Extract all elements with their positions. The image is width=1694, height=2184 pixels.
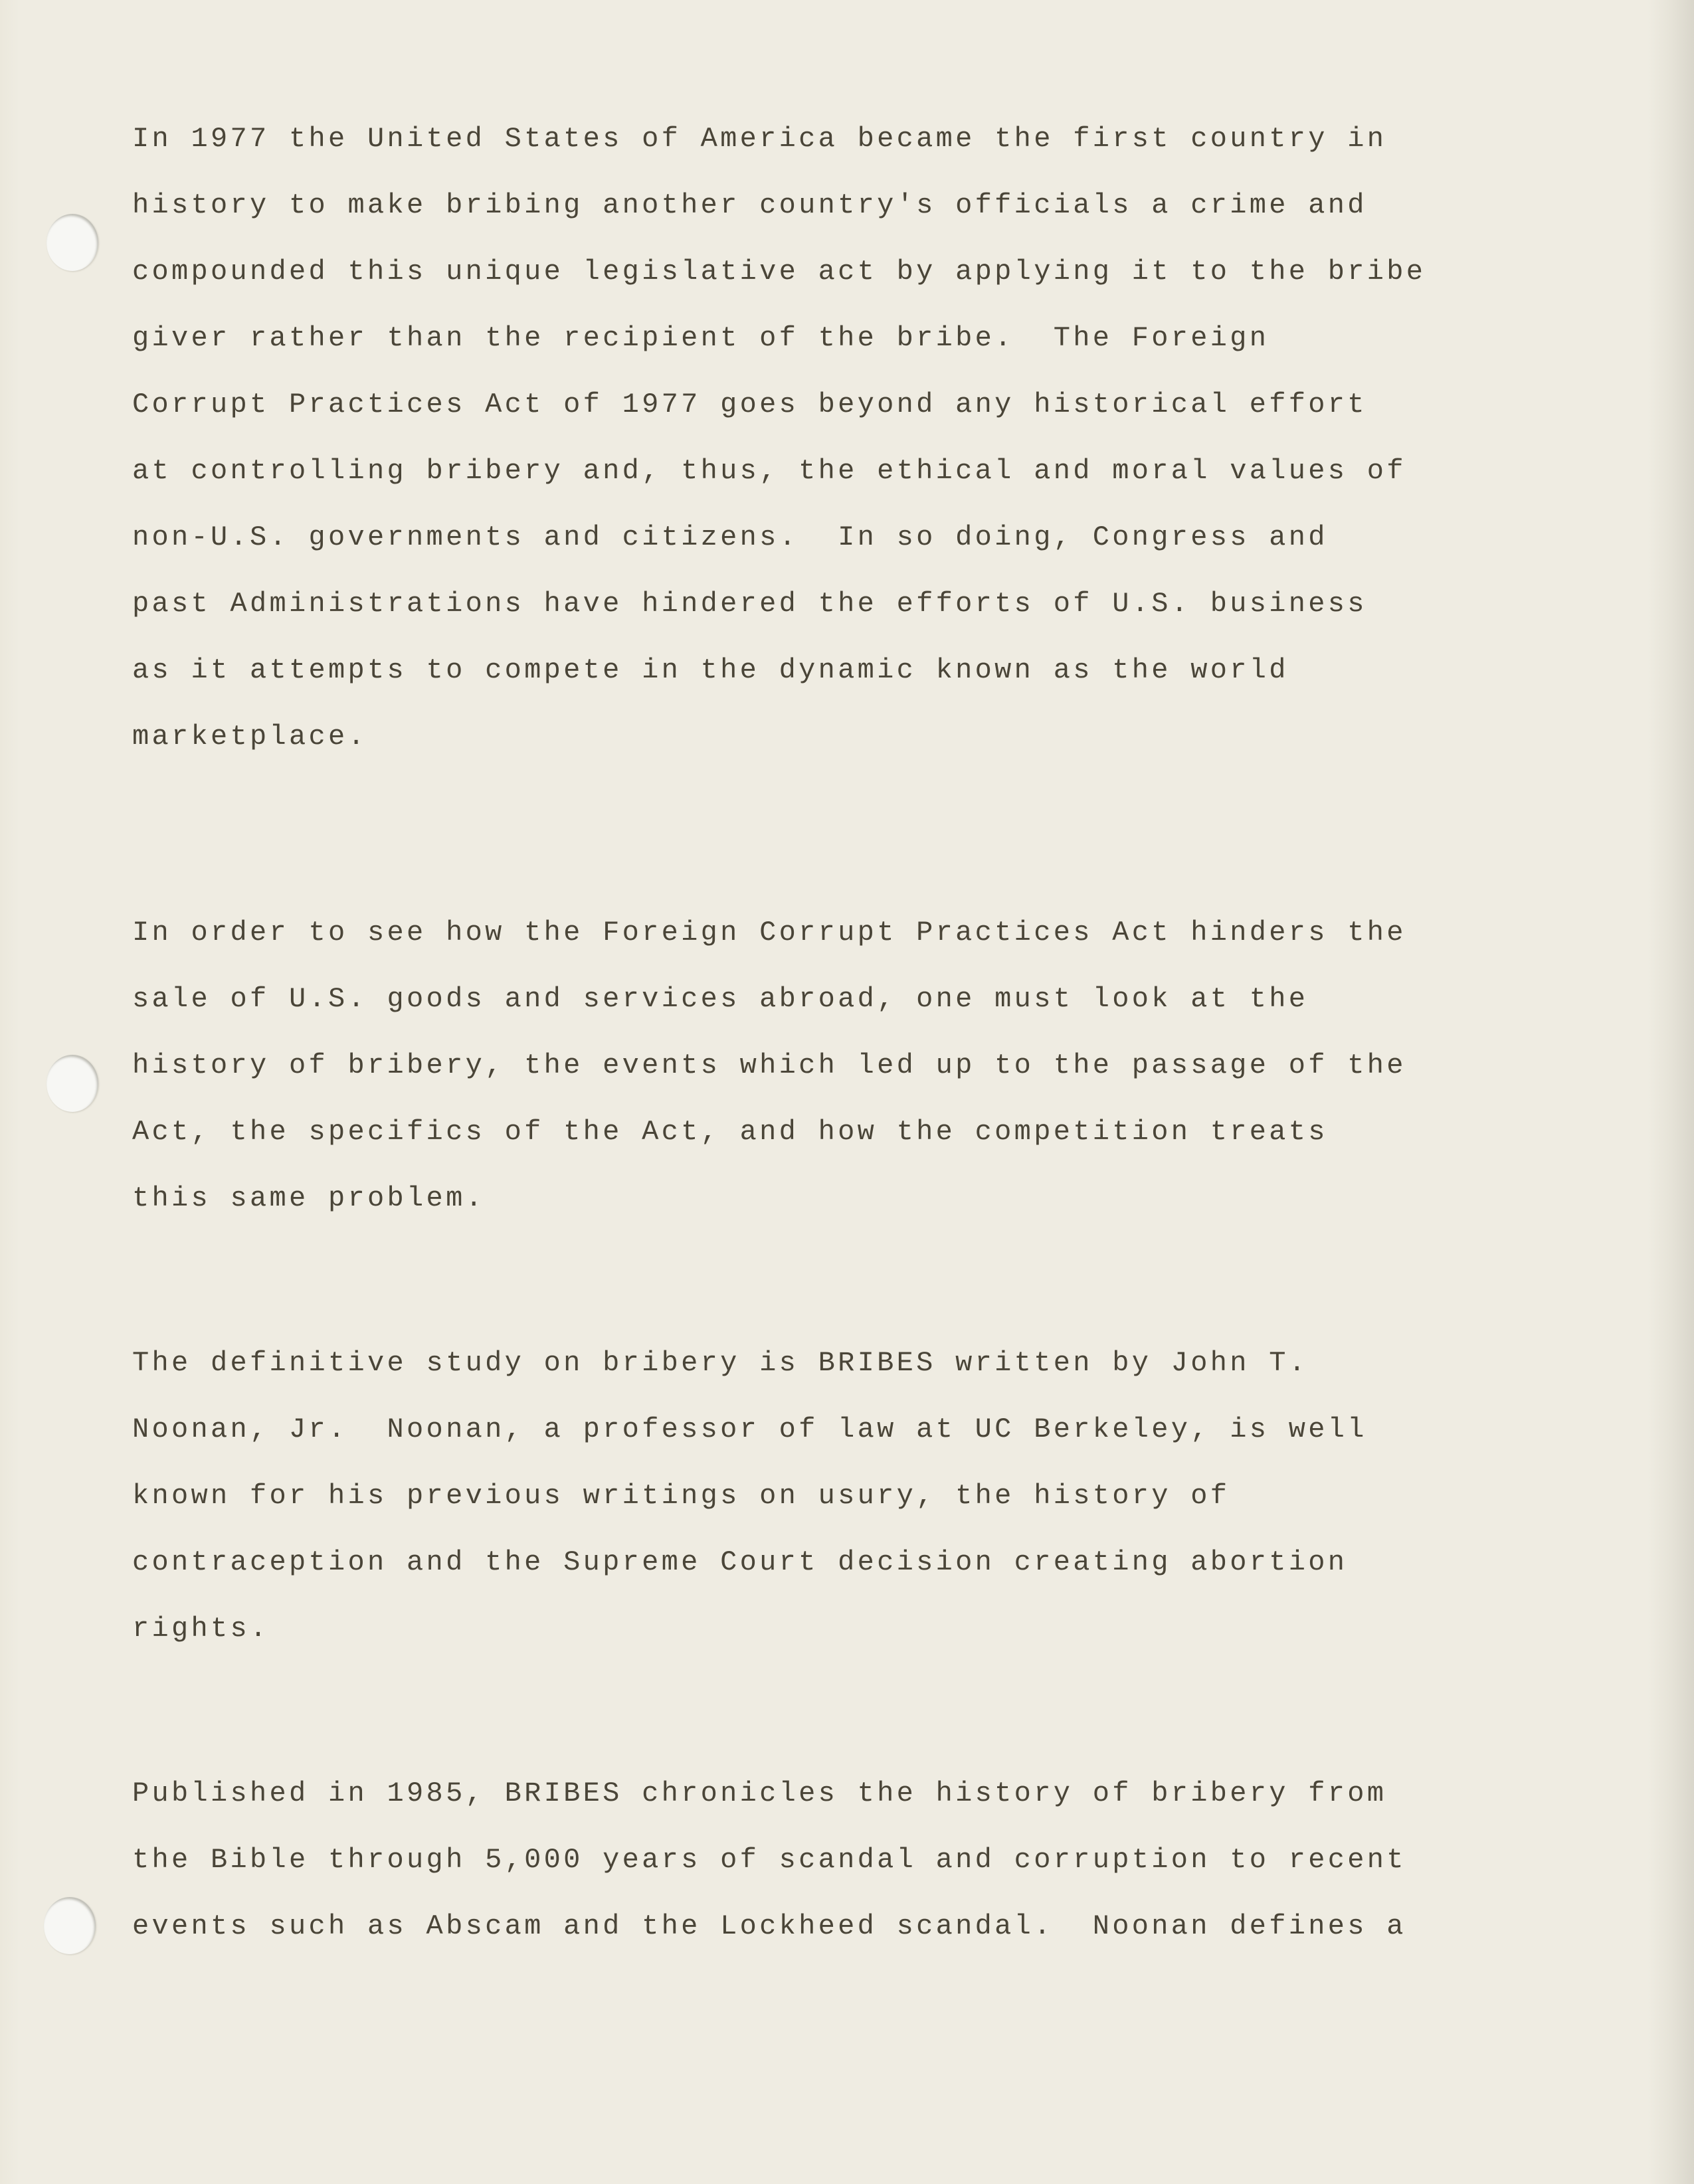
text-line: known for his previous writings on usury, the history of — [132, 1480, 1230, 1512]
text-line: contraception and the Supreme Court decision creating abortion — [132, 1546, 1348, 1578]
text-line: history of bribery, the events which led up to the passage of the — [132, 1049, 1406, 1081]
text-line: history to make bribing another country's officials a crime and — [132, 189, 1367, 221]
text-line: as it attempts to compete in the dynamic known as the world — [132, 654, 1289, 686]
punch-hole-bottom — [44, 1897, 96, 1954]
text-line: In 1977 the United States of America became the first country in — [132, 123, 1387, 155]
text-line: In order to see how the Foreign Corrupt Practices Act hinders the — [132, 917, 1406, 949]
text-line: Corrupt Practices Act of 1977 goes beyond any historical effort — [132, 389, 1367, 420]
paragraph-3 — [132, 1330, 1367, 1662]
text-line: rights. — [132, 1613, 270, 1645]
text-line: non-U.S. governments and citizens. In so doing, Congress and — [132, 521, 1328, 553]
text-line: The definitive study on bribery is BRIBES written by John T. — [132, 1347, 1309, 1379]
text-line: events such as Abscam and the Lockheed scandal. Noonan defines a — [132, 1910, 1406, 1942]
text-line: past Administrations have hindered the efforts of U.S. business — [132, 588, 1367, 620]
text-line: giver rather than the recipient of the bribe. The Foreign — [132, 322, 1270, 354]
paragraph-2 — [132, 899, 1406, 1231]
text-line: compounded this unique legislative act by applying it to the bribe — [132, 256, 1426, 288]
paragraph-4 — [132, 1760, 1406, 1959]
text-line: the Bible through 5,000 years of scandal and corruption to recent — [132, 1844, 1406, 1876]
punch-hole-middle — [47, 1055, 98, 1112]
text-line: Published in 1985, BRIBES chronicles the history of bribery from — [132, 1777, 1387, 1809]
text-line: marketplace. — [132, 721, 368, 753]
paragraph-1 — [132, 106, 1426, 770]
text-line: sale of U.S. goods and services abroad, one must look at the — [132, 983, 1309, 1015]
text-line: Noonan, Jr. Noonan, a professor of law at UC Berkeley, is well — [132, 1413, 1367, 1445]
text-line: at controlling bribery and, thus, the ethical and moral values of — [132, 455, 1406, 487]
text-line: this same problem. — [132, 1182, 486, 1214]
punch-hole-top — [47, 214, 98, 271]
text-line: Act, the specifics of the Act, and how the competition treats — [132, 1116, 1328, 1148]
